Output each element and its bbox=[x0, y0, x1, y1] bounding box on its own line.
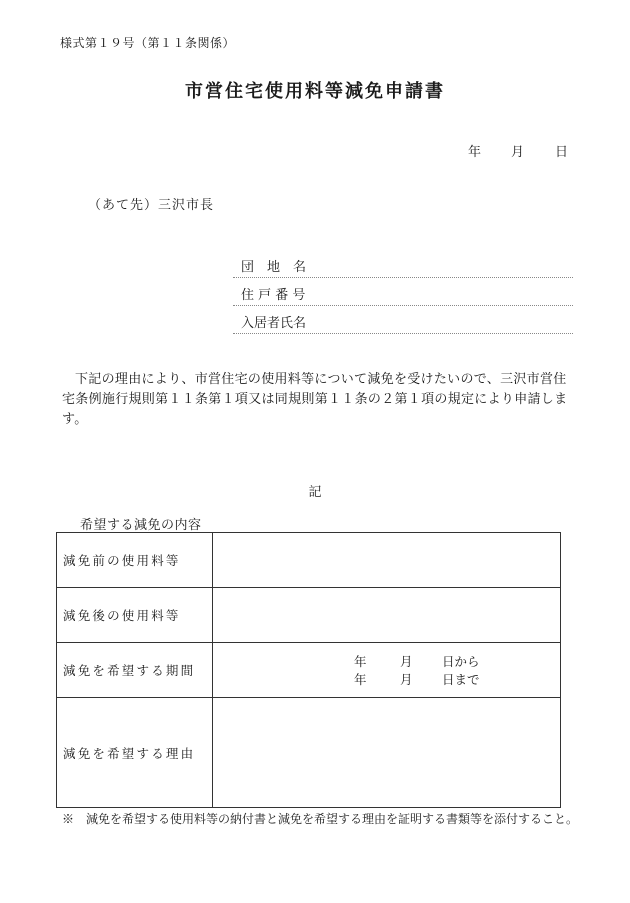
row-label: 減免後の使用料等 bbox=[57, 588, 213, 643]
date-year-label: 年 bbox=[468, 145, 482, 160]
period-from-day: 日から bbox=[442, 654, 480, 669]
table-row bbox=[57, 533, 561, 588]
housing-complex-name-field[interactable] bbox=[233, 253, 573, 278]
field-label: 団 地 名 bbox=[241, 260, 307, 275]
period-to-year: 年 bbox=[354, 672, 367, 687]
reduction-period-cell[interactable] bbox=[213, 643, 561, 698]
field-label: 入居者氏名 bbox=[241, 316, 307, 331]
fee-before-reduction-cell[interactable] bbox=[213, 533, 561, 588]
period-to-line bbox=[213, 670, 560, 688]
fee-after-reduction-cell[interactable] bbox=[213, 588, 561, 643]
row-label: 減免を希望する理由 bbox=[57, 698, 213, 808]
period-from-month: 月 bbox=[400, 654, 413, 669]
table-row bbox=[57, 588, 561, 643]
page-title: 市営住宅使用料等減免申請書 bbox=[185, 81, 445, 102]
date-month-label: 月 bbox=[511, 145, 525, 160]
resident-name-field[interactable] bbox=[233, 309, 573, 334]
table-row bbox=[57, 643, 561, 698]
unit-number-field[interactable] bbox=[233, 281, 573, 306]
table-caption: 希望する減免の内容 bbox=[80, 518, 202, 533]
row-label: 減免前の使用料等 bbox=[57, 533, 213, 588]
table-row bbox=[57, 698, 561, 808]
date-day-label: 日 bbox=[555, 145, 569, 160]
reduction-reason-cell[interactable] bbox=[213, 698, 561, 808]
reduction-details-table bbox=[56, 532, 561, 808]
form-number: 様式第１９号（第１１条関係） bbox=[60, 36, 236, 50]
period-from-line bbox=[213, 652, 560, 670]
attachment-note: ※ 減免を希望する使用料等の納付書と減免を希望する理由を証明する書類等を添付すること。 bbox=[62, 812, 579, 826]
application-statement: 下記の理由により、市営住宅の使用料等について減免を受けたいので、三沢市営住宅条例施行規則第１１条第１項又は同規則第１１条の２第１項の規定により申請します。 bbox=[62, 372, 568, 427]
period-to-month: 月 bbox=[400, 672, 413, 687]
row-label: 減免を希望する期間 bbox=[57, 643, 213, 698]
ki-heading: 記 bbox=[308, 485, 322, 500]
period-from-year: 年 bbox=[354, 654, 367, 669]
addressee: （あて先）三沢市長 bbox=[88, 198, 215, 213]
period-to-day: 日まで bbox=[442, 672, 480, 687]
field-label: 住 戸 番 号 bbox=[241, 288, 306, 303]
